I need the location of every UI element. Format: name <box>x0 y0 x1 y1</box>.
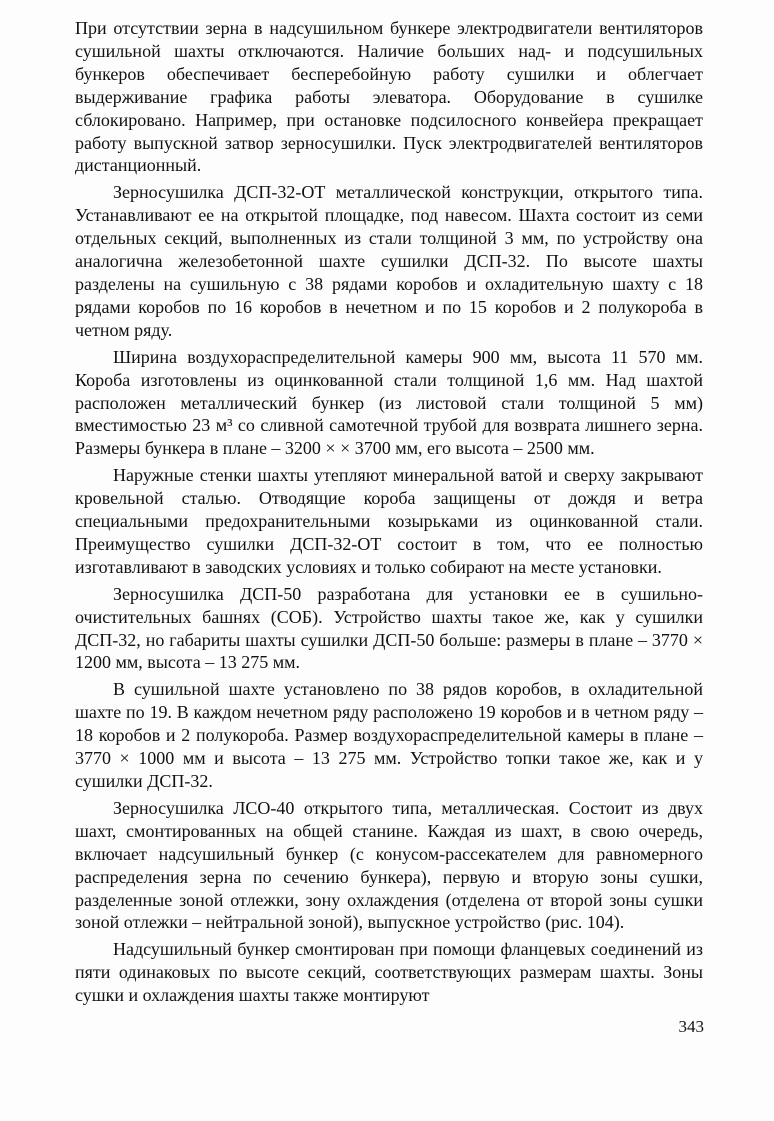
page-number: 343 <box>678 1017 704 1036</box>
body-text <box>75 17 703 1011</box>
paragraph-8: Надсушильный бункер смонтирован при помощи фланцевых соединений из пяти одинаковых по высоте секций, соответствующих размерам шахты. Зоны сушки и охлаждения шахты также монтируют <box>75 939 703 1006</box>
paragraph-3: Ширина воздухораспределительной камеры 900 мм, высота 11 570 мм. Короба изготовлены из оцинкованной стали толщиной 1,6 мм. Над шахтой расположен металлический бункер (из листовой стали толщиной 5 мм) вместимостью 23 м³ со сливной самотечной трубой для возврата лишнего зерна. Размеры бункера в плане – 3200 × × 3700 мм, его высота – 2500 мм. <box>75 346 703 459</box>
paragraph-7: Зерносушилка ЛСО-40 открытого типа, металлическая. Состоит из двух шахт, смонтированных на общей станине. Каждая из шахт, в свою очередь, включает надсушильный бункер (с конусом-рассекателем для равномерного распределения зерна по сечению бункера), первую и вторую зоны сушки, разделенные зоной отлежки, зону охлаждения (отделена от второй зоны сушки зоной отлежки – нейтральной зоной), выпускное устройство (рис. 104). <box>75 797 703 933</box>
paragraph-1: При отсутствии зерна в надсушильном бункере электродвигатели вентиляторов сушильной шахты отключаются. Наличие больших над- и подсушильных бункеров обеспечивает бесперебойную работу сушилки и облегчает выдерживание графика работы элеватора. Оборудование в сушилке сблокировано. Например, при остановке подсилосного конвейера прекращает работу выпускной затвор зерносушилки. Пуск электродвигателей вентиляторов дистанционный. <box>75 18 703 176</box>
paragraph-2: Зерносушилка ДСП-32-ОТ металлической конструкции, открытого типа. Устанавливают ее на открытой площадке, под навесом. Шахта состоит из семи отдельных секций, выполненных из стали толщиной 3 мм, по устройству она аналогична железобетонной шахте сушилки ДСП-32. По высоте шахты разделены на сушильную с 38 рядами коробов и охладительную шахту с 18 рядами коробов по 16 коробов в нечетном и по 15 коробов и 2 полукороба в четном ряду. <box>75 182 703 340</box>
paragraph-6: В сушильной шахте установлено по 38 рядов коробов, в охладительной шахте по 19. В каждом нечетном ряду расположено 19 коробов и в четном ряду – 18 коробов и 2 полукороба. Размер воздухораспределительной камеры в плане – 3770 × 1000 мм и высота – 13 275 мм. Устройство топки такое же, как и у сушилки ДСП-32. <box>75 679 703 791</box>
paragraph-4: Наружные стенки шахты утепляют минеральной ватой и сверху закрывают кровельной сталью. Отводящие короба защищены от дождя и ветра специальными предохранительными козырьками из оцинкованной стали. Преимущество сушилки ДСП-32-ОТ состоит в том, что ее полностью изготавливают в заводских условиях и только собирают на месте установки. <box>75 465 703 577</box>
paragraph-5: Зерносушилка ДСП-50 разработана для установки ее в сушильно-очистительных башнях (СОБ). Устройство шахты такое же, как у сушилки ДСП-32, но габариты шахты сушилки ДСП-50 больше: размеры в плане – 3770 × 1200 мм, высота – 13 275 мм. <box>75 583 703 673</box>
